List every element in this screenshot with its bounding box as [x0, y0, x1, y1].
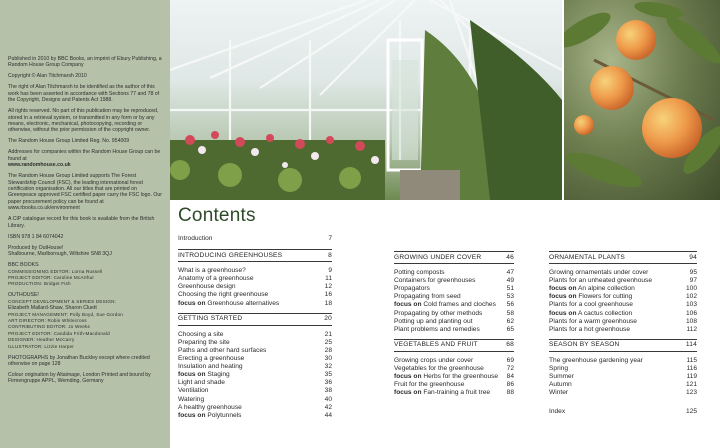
toc-entry-page: 18 [324, 299, 332, 307]
bbc-credit-line: COMMISSIONING EDITOR: Lorna Russell [8, 268, 103, 274]
toc-entry-page: 100 [685, 285, 697, 293]
toc-entry[interactable] [549, 318, 697, 326]
toc-entry[interactable] [549, 310, 697, 318]
toc-entry-page: 58 [506, 309, 514, 317]
toc-entry[interactable] [549, 269, 697, 277]
toc-entry[interactable] [178, 404, 332, 412]
toc-entry[interactable] [549, 277, 697, 285]
toc-entry[interactable] [394, 293, 514, 301]
section-heading-page: 8 [328, 251, 332, 259]
toc-entry[interactable] [178, 379, 332, 387]
toc-entry-page: 69 [506, 356, 514, 364]
greenhouse-interior-photo [170, 0, 562, 200]
imprint-rights-reserved: All rights reserved. No part of this publication may be reproduced, stored in a retrieval system, or transmitted in any form or by any means, electronic, mechanical, photocopying, recording or otherwise, without the prior permission of the copyright owner. [8, 108, 159, 134]
toc-entry-label: Anatomy of a greenhouse [178, 275, 254, 283]
imprint-bbc-credits [8, 262, 164, 288]
focus-tag: focus on [394, 301, 422, 309]
focus-tag: focus on [178, 299, 206, 307]
contents-column-3 [549, 251, 697, 417]
section-heading-label: ORNAMENTAL PLANTS [549, 253, 625, 261]
contents-column-1 [178, 235, 332, 420]
toc-entry-label: Propagating from seed [394, 293, 461, 301]
toc-entry-label: Index [549, 408, 566, 416]
toc-entry-label: Potting up and planting out [394, 317, 473, 325]
toc-entry[interactable] [178, 300, 332, 308]
toc-entry-page: 51 [506, 285, 514, 293]
outhouse-credit-line: Elizabeth Mallard-Shaw, Sharon Cluett [8, 305, 97, 312]
toc-entry-page: 95 [689, 269, 697, 277]
toc-entry-page: 16 [324, 291, 332, 299]
toc-entry-label: Light and shade [178, 379, 225, 387]
toc-entry[interactable] [549, 357, 697, 365]
toc-entry-label: A cactus collection [577, 309, 633, 317]
section-heading-label: GROWING UNDER COVER [394, 253, 482, 261]
imprint-isbn: ISBN 978 1 84 6074042 [8, 233, 64, 240]
toc-section-heading[interactable] [549, 251, 697, 264]
toc-entry-page: 102 [685, 293, 697, 301]
toc-entry-label: Vegetables for the greenhouse [394, 365, 484, 373]
toc-entry-page: 86 [506, 381, 514, 389]
toc-entry-page: 88 [506, 389, 514, 397]
toc-entry-label: Plants for an unheated greenhouse [549, 277, 653, 285]
section-heading-label: GETTING STARTED [178, 315, 243, 323]
toc-entry-page: 25 [324, 338, 332, 346]
focus-tag: focus on [549, 285, 577, 293]
toc-entry[interactable] [394, 389, 514, 397]
toc-entry-label: An alpine collection [577, 285, 635, 293]
bbc-title: BBC BOOKS [8, 262, 39, 269]
toc-entry[interactable] [394, 365, 514, 373]
toc-entry[interactable] [394, 285, 514, 293]
toc-entry-page: 53 [506, 293, 514, 301]
focus-tag: focus on [549, 309, 577, 317]
toc-entry-label: Polytunnels [207, 411, 242, 419]
toc-entry-page: 123 [685, 389, 697, 397]
toc-entry-page: 38 [324, 387, 332, 395]
toc-section-heading[interactable] [549, 339, 697, 352]
toc-entry[interactable] [549, 301, 697, 309]
toc-entry-page: 30 [324, 355, 332, 363]
toc-entry-index[interactable] [549, 408, 697, 416]
toc-section-heading[interactable] [394, 251, 514, 264]
outhouse-credit-line: ILLUSTRATOR: Lizzie Harper [8, 343, 75, 349]
toc-entry[interactable] [549, 389, 697, 397]
toc-entry-page: 40 [324, 395, 332, 403]
section-heading-label: INTRODUCING GREENHOUSES [178, 251, 283, 259]
section-heading-label: SEASON BY SEASON [549, 341, 620, 349]
focus-tag: focus on [178, 411, 206, 419]
toc-entry[interactable] [178, 331, 332, 339]
page-title: Contents [178, 205, 256, 226]
toc-entry-page: 112 [686, 325, 697, 333]
imprint-producer-address: Shalbourne, Marlborough, Wiltshire SN8 3QJ [8, 251, 112, 258]
toc-entry-page: 47 [506, 269, 514, 277]
toc-entry-page: 35 [324, 371, 332, 379]
toc-entry-label: Greenhouse alternatives [207, 299, 280, 307]
toc-entry[interactable] [178, 275, 332, 283]
section-heading-page: 46 [506, 253, 514, 261]
toc-entry-page: 121 [685, 381, 697, 389]
outhouse-title: OUTHOUSE! [8, 292, 39, 299]
toc-entry[interactable] [394, 357, 514, 365]
toc-entry[interactable] [178, 396, 332, 404]
toc-entry-label: Spring [549, 365, 569, 373]
imprint-addresses [8, 149, 164, 168]
toc-entry[interactable] [394, 318, 514, 326]
toc-entry-page: 42 [324, 403, 332, 411]
toc-entry[interactable] [549, 285, 697, 293]
imprint-copyright: Copyright © Alan Titchmarsh 2010 [8, 73, 87, 80]
toc-entry-page: 49 [506, 277, 514, 285]
imprint-moral-rights: The right of Alan Titchmarsh to be identified as the author of this work has been asserted in accordance with Sections 77 and 78 of the Copyright, Designs and Patents Act 1988. [8, 84, 160, 104]
toc-entry-label: Introduction [178, 235, 213, 242]
peaches-photo [564, 0, 720, 200]
section-heading-page: 68 [506, 341, 514, 349]
focus-tag: focus on [549, 293, 577, 301]
focus-tag: focus on [394, 389, 422, 397]
contents-column-2 [394, 251, 514, 397]
toc-entry-page: 9 [328, 267, 332, 275]
toc-entry[interactable] [394, 269, 514, 277]
section-heading-page: 94 [689, 253, 697, 261]
toc-entry-label: The greenhouse gardening year [549, 356, 643, 364]
toc-entry-label: Watering [178, 395, 205, 403]
section-heading-page: 114 [685, 341, 697, 349]
imprint-producer [8, 245, 164, 258]
toc-entry-page: 103 [685, 301, 697, 309]
toc-entry-page: 32 [324, 363, 332, 371]
toc-entry-label: Plants for a warm greenhouse [549, 317, 637, 325]
outhouse-credit-line: DESIGNER: Heather McCarry [8, 337, 75, 343]
outhouse-credit-line: CONCEPT DEVELOPMENT & SERIES DESIGN: [8, 298, 117, 304]
toc-entry-page: 11 [325, 275, 332, 283]
toc-entry-label: Greenhouse design [178, 283, 236, 291]
imprint-fsc: The Random House Group Limited supports The Forest Stewardship Council (FSC), the leading international forest certification organisation. All our titles that are printed on Greenpeace approved FSC certified paper carry the FSC logo. Our paper procurement policy can be found at www.rbooks.co.uk/environment [8, 173, 162, 212]
section-heading-label: VEGETABLES AND FRUIT [394, 341, 478, 349]
focus-tag: focus on [178, 371, 206, 379]
toc-entry[interactable] [178, 347, 332, 355]
imprint-registration: The Random House Group Limited Reg. No. 954009 [8, 138, 130, 145]
toc-entry-introduction[interactable] [178, 235, 332, 243]
toc-entry-label: Choosing a site [178, 330, 224, 338]
toc-entry[interactable] [394, 277, 514, 285]
toc-entry-page: 125 [685, 408, 697, 416]
imprint-website-link[interactable]: www.randomhouse.co.uk [8, 162, 71, 169]
toc-entry[interactable] [178, 387, 332, 395]
imprint-panel [0, 0, 170, 448]
peaches-illustration [564, 0, 720, 200]
toc-entry[interactable] [178, 291, 332, 299]
toc-section-heading[interactable] [394, 339, 514, 352]
toc-entry-label: Paths and other hard surfaces [178, 346, 267, 354]
toc-entry[interactable] [394, 326, 514, 334]
toc-entry-page: 97 [689, 277, 697, 285]
imprint-addresses-text: Addresses for companies within the Random House Group can be found at [8, 149, 161, 162]
toc-entry-label: Fruit for the greenhouse [394, 381, 465, 389]
focus-tag: focus on [394, 373, 422, 381]
toc-entry-label: Herbs for the greenhouse [423, 373, 499, 381]
imprint-printing: Colour origination by Altaimage, London Printed and bound by Firmengruppe APPL, Wemding, Germany [8, 371, 151, 385]
imprint-photo-credit: PHOTOGRAPHS by Jonathan Buckley except where credited otherwise on page 128 [8, 354, 150, 367]
toc-entry-page: 65 [506, 325, 514, 333]
toc-entry-label: Potting composts [394, 269, 445, 277]
toc-entry-page: 106 [685, 309, 697, 317]
toc-entry[interactable] [178, 267, 332, 275]
toc-entry-page: 12 [324, 283, 332, 291]
toc-entry-label: Containers for greenhouses [394, 277, 476, 285]
imprint-outhouse-credits [8, 292, 164, 350]
toc-entry-label: Erecting a greenhouse [178, 355, 245, 363]
toc-entry-label: Cold frames and cloches [423, 301, 496, 309]
toc-entry-page: 62 [506, 317, 514, 325]
imprint-publisher: Published in 2010 by BBC Books, an imprint of Ebury Publishing, a Random House Group Company [8, 56, 162, 69]
toc-entry-label: Propagators [394, 285, 430, 293]
bbc-credit-line: PROJECT EDITOR: Caroline McArthur [8, 274, 95, 280]
outhouse-credit-line: PROJECT MANAGEMENT: Polly Boyd, Sue Gordon [8, 311, 124, 317]
toc-entry[interactable] [549, 365, 697, 373]
toc-entry[interactable] [394, 310, 514, 318]
toc-entry-label: Fan-training a fruit tree [423, 389, 491, 397]
toc-entry-page: 28 [324, 346, 332, 354]
toc-entry-page: 116 [686, 365, 697, 373]
toc-entry[interactable] [178, 355, 332, 363]
toc-entry[interactable] [549, 326, 697, 334]
greenhouse-illustration [170, 0, 562, 200]
toc-entry-label: Choosing the right greenhouse [178, 291, 269, 299]
toc-entry[interactable] [394, 381, 514, 389]
toc-entry-label: Plants for a cool greenhouse [549, 301, 633, 309]
section-heading-page: 20 [324, 315, 332, 323]
toc-section-heading[interactable] [178, 249, 332, 262]
toc-entry-label: Summer [549, 373, 574, 381]
toc-entry-page: 56 [506, 301, 514, 309]
toc-entry-label: Propagating by other methods [394, 309, 483, 317]
toc-entry[interactable] [394, 373, 514, 381]
toc-entry-label: Ventilation [178, 387, 209, 395]
toc-entry-page: 21 [324, 330, 332, 338]
toc-entry-page: 108 [685, 317, 697, 325]
toc-entry[interactable] [178, 363, 332, 371]
toc-section-heading[interactable] [178, 313, 332, 326]
bbc-credit-line: PRODUCTION: Bridget Fish [8, 281, 71, 287]
outhouse-credit-line: CONTRIBUTING EDITOR: Jo Weeks [8, 324, 90, 330]
toc-entry-page: 84 [506, 373, 514, 381]
imprint-cip: A CIP catalogue record for this book is available from the British Library. [8, 216, 155, 229]
toc-entry-label: Winter [549, 389, 569, 397]
toc-entry-label: What is a greenhouse? [178, 267, 246, 275]
toc-entry-page: 115 [686, 356, 697, 364]
toc-entry-label: Flowers for cutting [578, 293, 633, 301]
outhouse-credit-line: PROJECT EDITOR: Candida Frith-Macdonald [8, 330, 110, 336]
toc-entry-page: 44 [324, 411, 332, 419]
toc-entry-page: 72 [506, 365, 514, 373]
toc-entry[interactable] [178, 412, 332, 420]
toc-entry-label: Plant problems and remedies [394, 325, 480, 333]
toc-entry-label: Preparing the site [178, 338, 230, 346]
imprint-producer-name: Produced by OutHouse! [8, 244, 64, 251]
toc-entry-label: Growing ornamentals under cover [549, 269, 649, 277]
toc-entry-label: Staging [207, 371, 230, 379]
toc-entry[interactable] [549, 373, 697, 381]
toc-entry[interactable] [178, 339, 332, 347]
toc-entry-label: Insulation and heating [178, 363, 243, 371]
toc-entry[interactable] [178, 371, 332, 379]
photo-strip [170, 0, 720, 200]
toc-entry-label: Autumn [549, 381, 572, 389]
toc-entry[interactable] [549, 381, 697, 389]
toc-entry-page: 7 [328, 235, 332, 242]
outhouse-credit-line: ART DIRECTOR: Robin Whitecross [8, 317, 87, 323]
toc-entry-label: Plants for a hot greenhouse [549, 325, 631, 333]
toc-entry-page: 36 [324, 379, 332, 387]
toc-entry[interactable] [394, 301, 514, 309]
toc-entry[interactable] [178, 283, 332, 291]
toc-entry-page: 119 [686, 373, 697, 381]
toc-entry[interactable] [549, 293, 697, 301]
toc-entry-label: A healthy greenhouse [178, 403, 242, 411]
toc-entry-label: Growing crops under cover [394, 356, 474, 364]
